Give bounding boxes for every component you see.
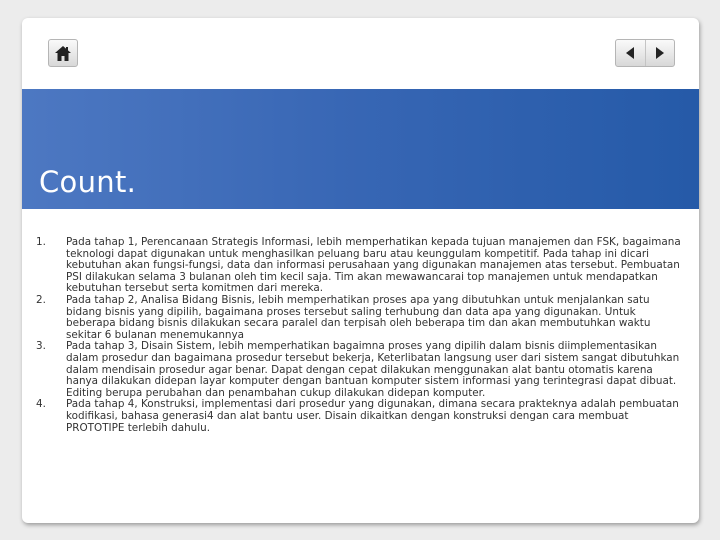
list-item bbox=[36, 295, 686, 341]
slide bbox=[22, 18, 699, 523]
triangle-left-icon bbox=[624, 46, 636, 60]
list-item-text: Pada tahap 2, Analisa Bidang Bisnis, lebih memperhatikan proses apa yang dibutuhkan untuk menjalankan satu bidang bisnis yang dipilih, bagaimana proses tersebut saling terhubung dan data apa yang digunakan. Untuk beberapa bidang bisnis dilakukan secara paralel dan terpisah oleh beberapa tim dan akan membutuhkan waktu sekitar 6 bulanan menemukannya bbox=[66, 293, 651, 341]
list-item-text: Pada tahap 4, Konstruksi, implementasi dari prosedur yang digunakan, dimana secara prakteknya adalah pembuatan kodifikasi, bahasa generasi4 dan alat bantu user. Disain dikaitkan dengan konstruksi dengan cara membuat PROTOTIPE terlebih dahulu. bbox=[66, 398, 679, 434]
title-band bbox=[22, 89, 699, 209]
triangle-right-icon bbox=[654, 46, 666, 60]
list-item-text: Pada tahap 3, Disain Sistem, lebih memperhatikan bagaimna proses yang dipilih dalam bisnis diimplementasikan dalam prosedur dan bagaimana prosedur tersebut bekerja, Keterlibatan langsung user dari sistem sangat dibutuhkan dalam mendisain prosedur agar benar. Dapat dengan cepat dilakukan menggunakan alat bantu otomatis karena hanya dilakukan didepan layar komputer dengan bantuan komputer sistem informasi yang terintegrasi dapat dibuat. Editing berupa perubahan dan penambahan cukup dilakukan didepan komputer. bbox=[66, 340, 680, 399]
home-button[interactable] bbox=[48, 39, 78, 67]
list-item bbox=[36, 341, 686, 399]
list-item-number: 4. bbox=[36, 398, 46, 411]
list-item-number: 1. bbox=[36, 236, 46, 248]
list-item-number: 2. bbox=[36, 293, 46, 306]
list-item-number: 3. bbox=[36, 340, 46, 353]
slide-title: Count. bbox=[39, 165, 137, 199]
list-item bbox=[36, 237, 686, 295]
slide-navigation bbox=[615, 39, 675, 67]
numbered-list bbox=[36, 237, 686, 434]
next-slide-button[interactable] bbox=[645, 40, 675, 66]
home-icon bbox=[54, 45, 72, 62]
list-item bbox=[36, 399, 686, 434]
previous-slide-button[interactable] bbox=[616, 40, 645, 66]
list-item-text: Pada tahap 1, Perencanaan Strategis Informasi, lebih memperhatikan kepada tujuan manajemen dan FSK, bagaimana teknologi dapat digunakan untuk menghasilkan peluang baru atau keunggulam kompetitif. Pada tahap ini dicari kebutuhan akan fungsi-fungsi, data dan informasi perusahaan yang digunakan manajemen atas tersebut. Pembuatan PSI dilakukan selama 3 bulanan oleh tim kecil saja. Tim akan mewawancarai top manajemen untuk mendapatkan kebutuhan tersebut serta komitmen dari mereka. bbox=[66, 236, 681, 295]
